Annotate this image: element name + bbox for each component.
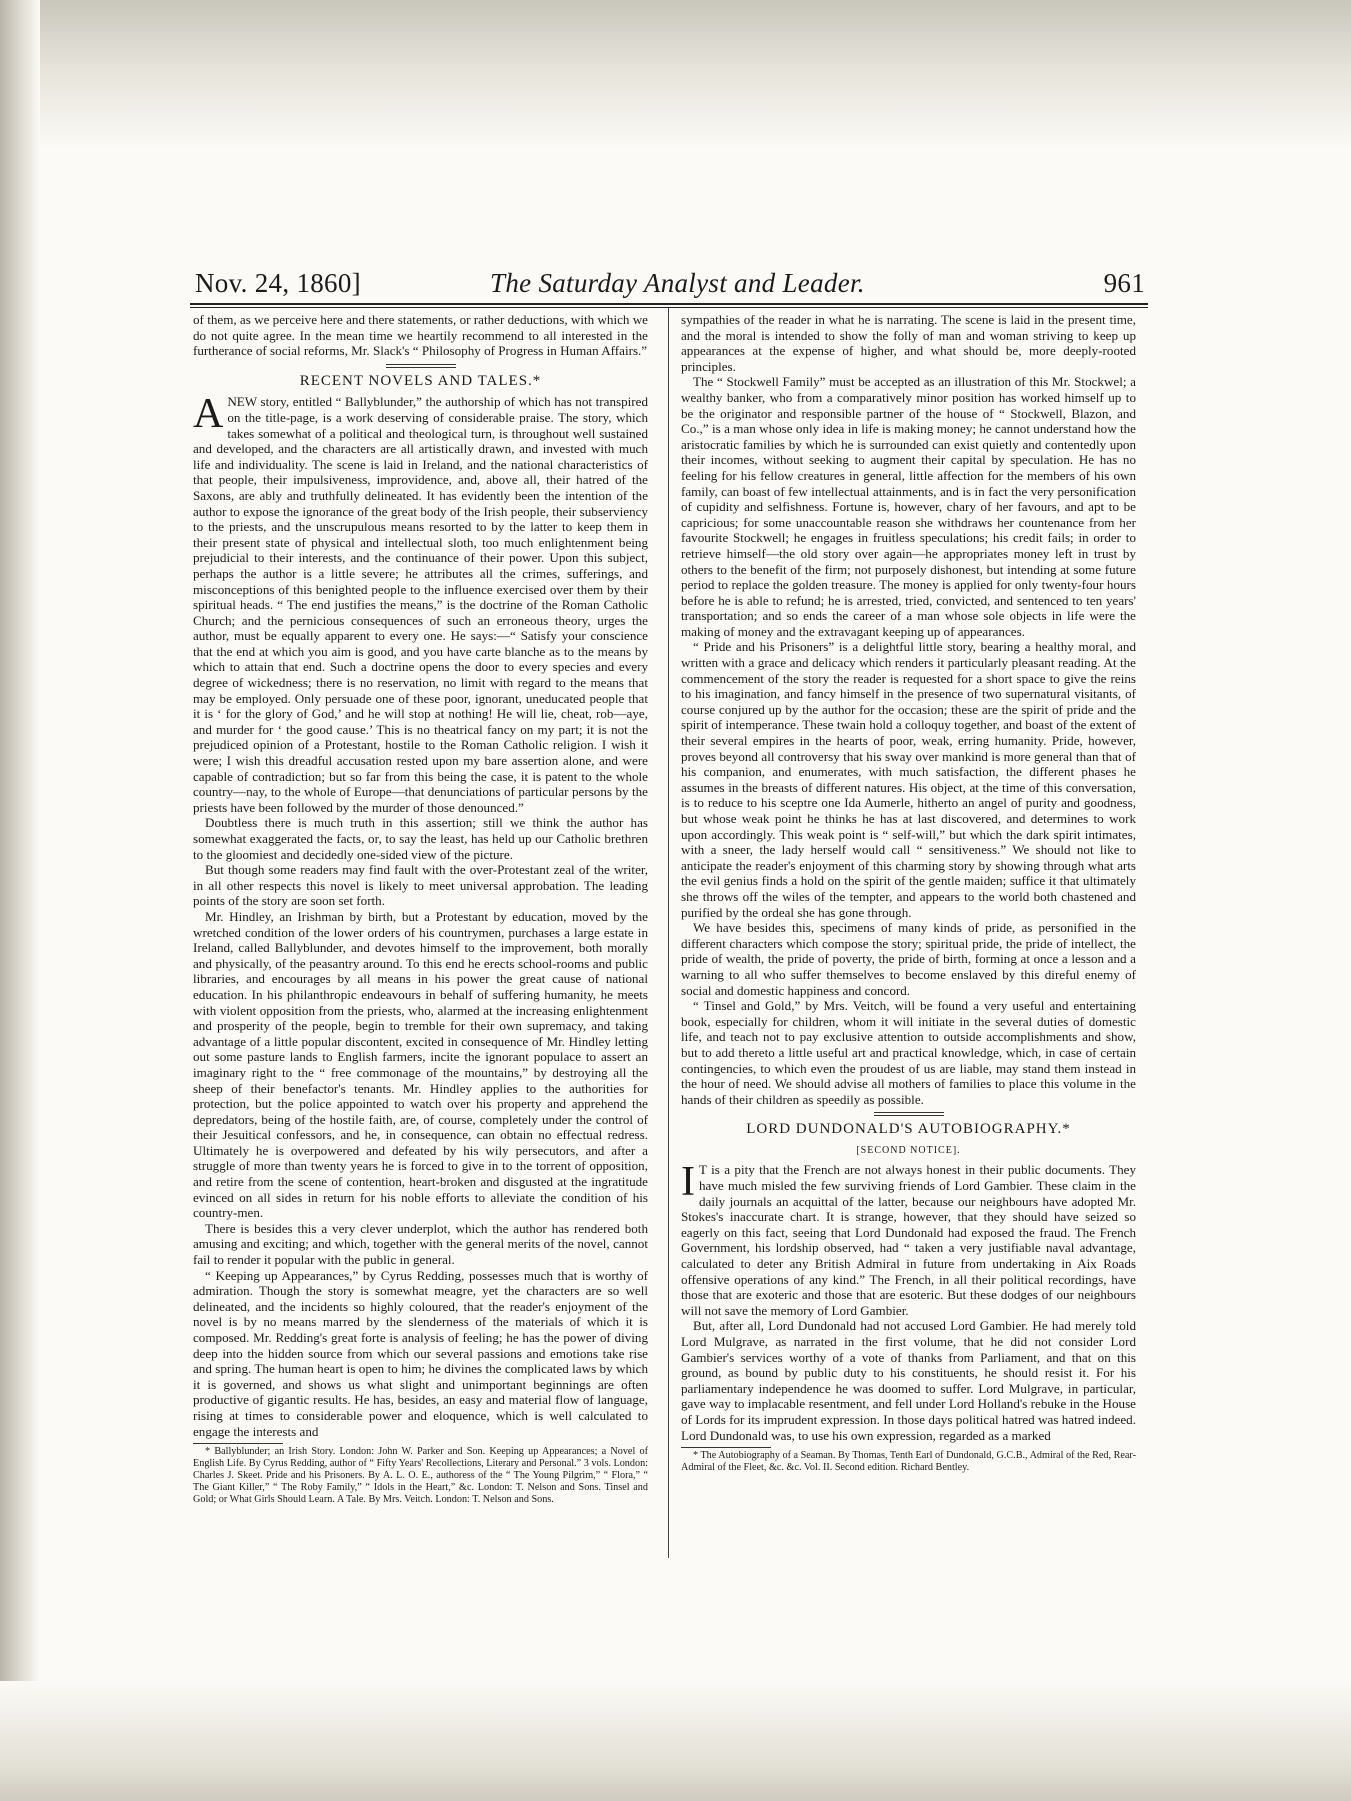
article-paragraph: There is besides this a very clever underplot, which the author has rendered both amusing and exciting; and which, together with the general merits of the novel, cannot fail to render it popular with the public in general.: [193, 1220, 648, 1268]
article-text: NEW story, entitled “ Ballyblunder,” the authorship of which has not transpired on the title-page, is a work deserving of considerable praise. The story, which takes somewhat of a political and theological turn, is throughout well sustained and developed, and the characters are all artistically drawn, and invested with much life and individuality. The scene is laid in Ireland, and the national characteristics of that people, their impulsiveness, improvidence, and, above all, their hatred of the Saxons, are ably and truthfully delineated. It has evidently been the intention of the author to expose the ignorance of the great body of the Irish people, their subserviency to the priests, and the unscrupulous means resorted to by the latter to keep them in their present state of physical and intellectual sloth, too much enlightenment being prejudicial to their interests, and the continuance of their power. Upon this subject, perhaps the author is a little severe; he attributes all the crimes, sufferings, and misconceptions of this benighted people to the influence exercised over them by their spiritual heads. “ The end justifies the means,” is the doctrine of the Roman Catholic Church; and the pernicious consequences of such an erroneous theory, urges the author, must be equally apparent to every one. He says:—“ Satisfy your conscience that the end at which you aim is good, and you have carte blanche as to the means by which to attain that end. Such a doctrine opens the door to every species and every degree of wickedness; there is no reservation, no limit with regard to the means that may be employed. Only persuade one of these poor, ignorant, uneducated people that it is ‘ for the glory of God,’ and he will stop at nothing! He will lie, cheat, rob—aye, and murder for ‘ the good cause.’ This is no theatrical fancy on my part; it is not the prejudiced opinion of a Protestant, hostile to the Roman Catholic religion. I wish it were; I wish this dreadful accusation rested upon my bare assertion alone, and were capable of contradiction; but so far from this being the case, it is patent to the whole country—nay, to the whole of Europe—that denunciations of particular persons by the priests have been followed by the murder of those denounced.”: [193, 394, 648, 815]
intro-paragraph: of them, as we perceive here and there statements, or rather deductions, with which we do not quite agree. In the mean time we heartily recommend to all interested in the furtherance of social reforms, Mr. Slack's “ Philosophy of Progress in Human Affairs.”: [193, 312, 648, 359]
section-heading-dundonald: LORD DUNDONALD'S AUTOBIOGRAPHY.*: [746, 1121, 1071, 1138]
article-paragraph: “ Keeping up Appearances,” by Cyrus Redding, possesses much that is worthy of admiration. Though the story is somewhat meagre, yet the characters are so well delineated, and the incidents so highly coloured, that the reader's enjoyment of the novel is by no means marred by the slenderness of the materials of which it is composed. Mr. Redding's great forte is analysis of feeling; he has the power of diving deep into the hidden source from which our several passions and emotions take rise and spring. The human heart is open to him; he divines the complicated laws by which it is governed, and shows us what slight and unimportant beginnings are often productive of gigantic results. He has, besides, an easy and material flow of language, rising at times to considerable power and eloquence, which is well calculated to engage the interests and: [193, 1267, 648, 1439]
article-paragraph: sympathies of the reader in what he is narrating. The scene is laid in the present time, and the moral is intended to show the folly of man and woman striving to keep up appearances at the expense of higher, and what should be, more deeply-rooted principles.: [681, 312, 1136, 374]
page-bottom-edge: [0, 1681, 1351, 1801]
running-header: [195, 268, 1145, 308]
section-subheading: [SECOND NOTICE].: [856, 1144, 961, 1156]
section-rule: [386, 364, 456, 368]
article-paragraph: “ Pride and his Prisoners” is a delightful little story, bearing a healthy moral, and written with a grace and delicacy which renders it particularly pleasant reading. At the commencement of the story the reader is requested for a short space to give the reins to his imagination, and fancy himself in the presence of two supernatural visitants, of course conjured up by the author for the occasion; these are the spirit of pride and the spirit of intemperance. These twain hold a colloquy together, and boast of the extent of their several empires in the hearts of poor, weak, erring humanity. Pride, however, proves beyond all controversy that his sway over mankind is more general than that of his companion, and enumerates, with much satisfaction, the different phases he assumes in the breasts of different natures. His object, at the time of this conversation, is to reduce to his sceptre one Ida Aumerle, hitherto an angel of purity and goodness, but whose weak point he thinks he has at last discovered, and determines to work upon accordingly. This weak point is “ self-will,” but which the dark spirit intimates, with a sneer, the lady herself would call “ sensitiveness.” We should not like to anticipate the reader's enjoyment of this charming story by showing through what arts the evil genius finds a hold on the spirit of the gentle maiden; suffice it that ultimately she throws off the wiles of the tempter, and appears to the world both chastened and purified by the ordeal she has gone through.: [681, 639, 1136, 920]
header-title: The Saturday Analyst and Leader.: [490, 268, 865, 298]
article-paragraph: [193, 391, 648, 815]
column-divider: [668, 308, 669, 1558]
header-date: Nov. 24, 1860]: [195, 268, 361, 298]
article-paragraph: Mr. Hindley, an Irishman by birth, but a Protestant by education, moved by the wretched condition of the lower orders of his countrymen, purchases a large estate in Ireland, called Ballyblunder, and devotes himself to the improvement, both morally and physically, of the peasantry around. To this end he erects school-rooms and public libraries, and encourages by all means in his power the great cause of national education. In his philanthropic endeavours in behalf of suffering humanity, he meets with violent opposition from the priests, who, alarmed at the increasing enlightenment and prosperity of the people, begin to tremble for their own supremacy, and taking advantage of a little popular discontent, excited in consequence of Mr. Hindley letting out some pasture lands to English farmers, incite the ignorant populace to assert an imaginary right to the “ free commonage of the mountains,” by destroying all the sheep of their benefactor's tenants. Mr. Hindley applies to the authorities for protection, but the police appointed to watch over his property and apprehend the depredators, being of the hostile faith, are, of course, completely under the control of their Jesuitical confessors, and he, in consequence, can obtain no effectual redress. Ultimately he is overpowered and defeated by his wily persecutors, and after a struggle of more than twenty years he is forced to give in to the torrent of opposition, and retire from the scene of contention, heart-broken and disgusted at the ingratitude evinced on all sides in return for his noble efforts to alleviate the condition of his country-men.: [193, 908, 648, 1221]
footnote-novels: * Ballyblunder; an Irish Story. London: John W. Parker and Son. Keeping up Appearances; a Novel of English Life. By Cyrus Redding, author of “ Fifty Years' Recollections, Literary and Personal.” 3 vols. London: Charles J. Skeet. Pride and his Prisoners. By A. L. O. E., authoress of the “ The Young Pilgrim,” “ Flora,” “ The Giant Killer,” “ The Roby Family,” “ Idols in the Heart,” &c. London: T. Nelson and Sons. Tinsel and Gold; or What Girls Should Learn. A Tale. By Mrs. Veitch. London: T. Nelson and Sons.: [193, 1446, 648, 1506]
article-paragraph: [681, 1159, 1136, 1318]
article-paragraph: But though some readers may find fault with the over-Protestant zeal of the writer, in all other respects this novel is likely to meet universal approbation. The leading points of the story are soon set forth.: [193, 862, 648, 909]
page-top-edge: [0, 0, 1351, 150]
right-column: [681, 312, 1136, 1474]
page-number: 961: [1103, 268, 1145, 298]
footnote-rule: [681, 1447, 771, 1448]
drop-cap: I: [681, 1159, 695, 1206]
left-column: [193, 312, 648, 1506]
section-heading-novels: RECENT NOVELS AND TALES.*: [299, 372, 542, 389]
article-paragraph: But, after all, Lord Dundonald had not accused Lord Gambier. He had merely told Lord Mulgrave, as narrated in the first volume, that he did not consider Lord Gambier's services worthy of a vote of thanks from Parliament, and that on this ground, as bound by public duty to his constituents, he should resist it. For his parliamentary independence he was doomed to suffer. Lord Mulgrave, in particular, gave way to implacable resentment, and fell under Lord Holland's rebuke in the House of Lords for its imprudent expression. In those days political hatred was hatred indeed. Lord Dundonald was, to use his own expression, regarded as a marked: [681, 1318, 1136, 1443]
footnote-rule: [193, 1443, 283, 1444]
article-text: T is a pity that the French are not always honest in their public documents. They have much misled the few surviving friends of Lord Gambier. These claim in the daily journals an acquittal of the latter, because our neighbours have adopted Mr. Stokes's inaccurate chart. It is strange, however, that they should have seized so eagerly on this fact, seeing that Lord Dundonald had exposed the fraud. The French Government, his lordship observed, had “ taken a very justifiable naval advantage, calculated to deter any British Admiral in future from undertaking in Aix Roads offensive operations of any kind.” The French, in all their political recordings, have those that are exoteric and those that are esoteric. But these dodges of our neighbours will not save the memory of Lord Gambier.: [681, 1162, 1136, 1318]
article-paragraph: The “ Stockwell Family” must be accepted as an illustration of this Mr. Stockwel; a wealthy banker, who from a comparatively minor position has worked himself up to be the originator and responsible partner of the house of “ Stockwell, Blazon, and Co.,” is a man whose only idea in life is making money; he cannot understand how the aristocratic families by which he is surrounded can exist quietly and contentedly upon their incomes, without seeking to augment their capital by speculation. He has no feeling for his fellow creatures in general, little affection for the members of his own family, can boast of few intellectual attainments, and is in fact the very personification of cupidity and selfishness. Fortune is, however, chary of her favours, and apt to be capricious; for some unaccountable reason she withdraws her countenance from her favourite Stockwell; he engages in fruitless speculations; his credit fails; in order to retrieve himself—the old story over again—he appropriates money left in trust by others to the benefit of the firm; not purposely dishonest, but intending at some future period to replace the golden treasure. The money is applied for only twenty-four hours before he is able to refund; he is arrested, tried, convicted, and sentenced to ten years' transportation; and so ends the career of a man whose sole objects in life were the making of money and the extravagant keeping up of appearances.: [681, 374, 1136, 639]
footnote-dundonald: * The Autobiography of a Seaman. By Thomas, Tenth Earl of Dundonald, G.C.B., Admiral of the Red, Rear-Admiral of the Fleet, &c. &c. Vol. II. Second edition. Richard Bentley.: [681, 1450, 1137, 1474]
page-binding-edge: [0, 0, 40, 1801]
article-paragraph: “ Tinsel and Gold,” by Mrs. Veitch, will be found a very useful and entertaining book, especially for children, whom it will initiate in the several duties of domestic life, and teach not to pay exclusive attention to outside accomplishments and show, but to add thereto a little useful art and practical knowledge, which, in case of certain contingencies, to which even the proudest of us are liable, may stand them instead in the hour of need. We should advise all mothers of families to place this volume in the hands of their children as speedily as possible.: [681, 998, 1136, 1107]
article-paragraph: Doubtless there is much truth in this assertion; still we think the author has somewhat exaggerated the facts, or, to say the least, has held up our Catholic brethren to the gloomiest and decidedly one-sided view of the picture.: [193, 815, 648, 862]
article-paragraph: We have besides this, specimens of many kinds of pride, as personified in the different characters which compose the story; spiritual pride, the pride of intellect, the pride of wealth, the pride of poverty, the pride of birth, forming at once a lesson and a warning to all who suffer themselves to become enslaved by this direful enemy of social and domestic happiness and concord.: [681, 920, 1136, 998]
drop-cap: A: [193, 391, 224, 438]
header-rule: [190, 303, 1148, 308]
section-rule: [874, 1112, 944, 1116]
